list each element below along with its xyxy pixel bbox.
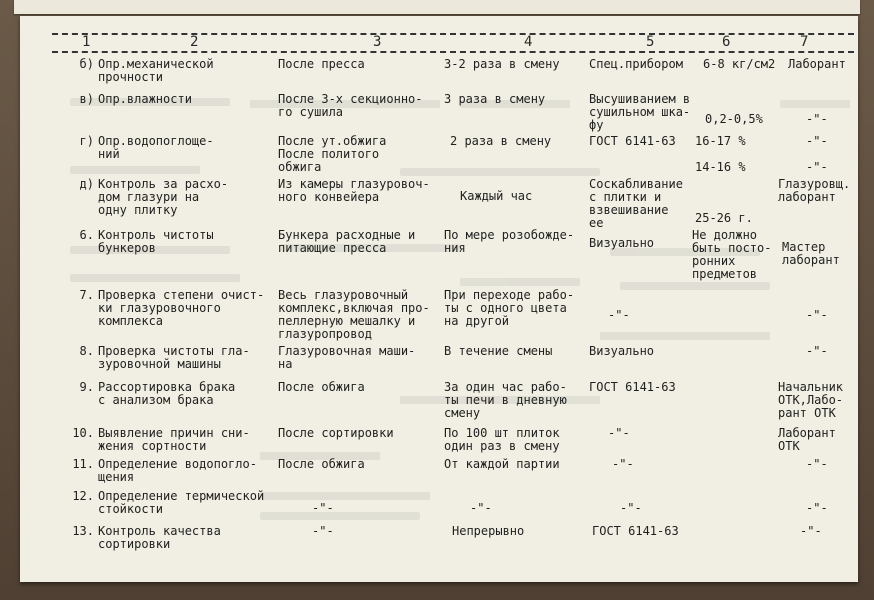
row-number: 11.: [72, 457, 94, 471]
row-number: 7.: [79, 288, 94, 302]
responsible: Начальник ОТК,Лабо- рант ОТК: [778, 380, 844, 420]
header-col-3: 3: [373, 34, 382, 50]
control-object: Опр.влажности: [98, 92, 192, 106]
control-frequency: 2 раза в смену: [450, 134, 552, 148]
responsible: Лаборант ОТК: [778, 426, 836, 453]
control-object: Определение термической стойкости: [98, 489, 265, 516]
row-number: г): [79, 134, 94, 148]
header-divider: [52, 33, 854, 35]
row-number: 8.: [79, 344, 94, 358]
norm-value: 16-17 % 14-16 %: [695, 134, 746, 174]
norm-value: 6-8 кг/см2: [703, 57, 776, 71]
row-number: в): [79, 92, 94, 106]
responsible: -"- -"-: [806, 134, 828, 174]
control-frequency: При переходе рабо- ты с одного цвета на другой: [444, 288, 575, 328]
control-stage: Из камеры глазуровоч- ного конвейера: [278, 177, 430, 204]
control-stage: После сортировки: [278, 426, 394, 440]
control-object: Проверка степени очист- ки глазуровочного комплекса: [98, 288, 265, 328]
control-method: Спец.прибором: [589, 57, 683, 71]
control-frequency: По 100 шт плиток один раз в смену: [444, 426, 560, 453]
responsible: -"-: [800, 524, 822, 538]
responsible: -"-: [806, 344, 828, 358]
header-col-6: 6: [722, 34, 731, 50]
responsible: -"-: [806, 112, 828, 126]
control-stage: После обжига: [278, 380, 365, 394]
control-object: Контроль качества сортировки: [98, 524, 221, 551]
control-object: Контроль чистоты бункеров: [98, 228, 214, 255]
row-number: 13.: [72, 524, 94, 538]
control-object: Опр.водопоглоще- ний: [98, 134, 214, 161]
responsible: -"-: [806, 457, 828, 471]
control-stage: После обжига: [278, 457, 365, 471]
control-stage: Глазуровочная маши- на: [278, 344, 416, 371]
control-stage: После 3-х секционно- го сушила: [278, 92, 423, 119]
control-method: ГОСТ 6141-63: [589, 134, 676, 148]
row-number: 9.: [79, 380, 94, 394]
header-col-7: 7: [800, 34, 809, 50]
control-frequency: От каждой партии: [444, 457, 560, 471]
control-stage: -"-: [312, 524, 334, 538]
control-frequency: По мере розобожде- ния: [444, 228, 575, 255]
row-number: 6.: [79, 228, 94, 242]
header-col-5: 5: [646, 34, 655, 50]
control-method: -"-: [620, 501, 642, 515]
control-method: -"-: [608, 426, 630, 440]
header-divider: [52, 51, 854, 53]
control-object: Рассортировка брака с анализом брака: [98, 380, 236, 407]
control-object: Контроль за расхо- дом глазури на одну плитку: [98, 177, 229, 217]
control-stage: Весь глазуровочный комплекс,включая про- пеллерную мешалку и глазуропровод: [278, 288, 430, 341]
control-stage: После пресса: [278, 57, 365, 71]
control-method: Визуально: [589, 344, 655, 358]
control-method: -"-: [608, 308, 630, 322]
control-object: Определение водопогло- щения: [98, 457, 257, 484]
header-col-2: 2: [190, 34, 199, 50]
row-number: б): [79, 57, 94, 71]
row-number: 12.: [72, 489, 94, 503]
control-method: Визуально: [589, 236, 655, 250]
page-edge: [14, 0, 860, 14]
control-frequency: -"-: [470, 501, 492, 515]
control-method: Соскабливание с плитки и взвешивание ее: [589, 177, 683, 230]
control-frequency: В течение смены: [444, 344, 553, 358]
responsible: Мастер лаборант: [782, 240, 840, 267]
control-method: -"-: [612, 457, 634, 471]
row-number: 10.: [72, 426, 94, 440]
control-object: Выявление причин сни- жения сортности: [98, 426, 250, 453]
control-stage: -"-: [312, 501, 334, 515]
control-frequency: Каждый час: [460, 189, 533, 203]
control-method: Высушиванием в сушильном шка- фу: [589, 92, 691, 132]
control-frequency: Непрерывно: [452, 524, 525, 538]
control-stage: Бункера расходные и питающие пресса: [278, 228, 416, 255]
control-method: ГОСТ 6141-63: [592, 524, 679, 538]
control-stage: После ут.обжига После политого обжига: [278, 134, 387, 174]
responsible: Лаборант: [788, 57, 846, 71]
control-frequency: 3 раза в смену: [444, 92, 546, 106]
norm-value: 0,2-0,5%: [705, 112, 763, 126]
control-object: Проверка чистоты гла- зуровочной машины: [98, 344, 250, 371]
control-method: ГОСТ 6141-63: [589, 380, 676, 394]
row-number: д): [79, 177, 94, 191]
responsible: Глазуровщ. лаборант: [778, 177, 851, 204]
responsible: -"-: [806, 501, 828, 515]
control-frequency: За один час рабо- ты печи в дневную смену: [444, 380, 567, 420]
norm-value: Не должно быть посто- ронних предметов: [692, 228, 772, 281]
control-object: Опр.механической прочности: [98, 57, 214, 84]
responsible: -"-: [806, 308, 828, 322]
header-col-1: 1: [82, 34, 91, 50]
norm-value: 25-26 г.: [695, 211, 753, 225]
control-frequency: 3-2 раза в смену: [444, 57, 560, 71]
header-col-4: 4: [524, 34, 533, 50]
